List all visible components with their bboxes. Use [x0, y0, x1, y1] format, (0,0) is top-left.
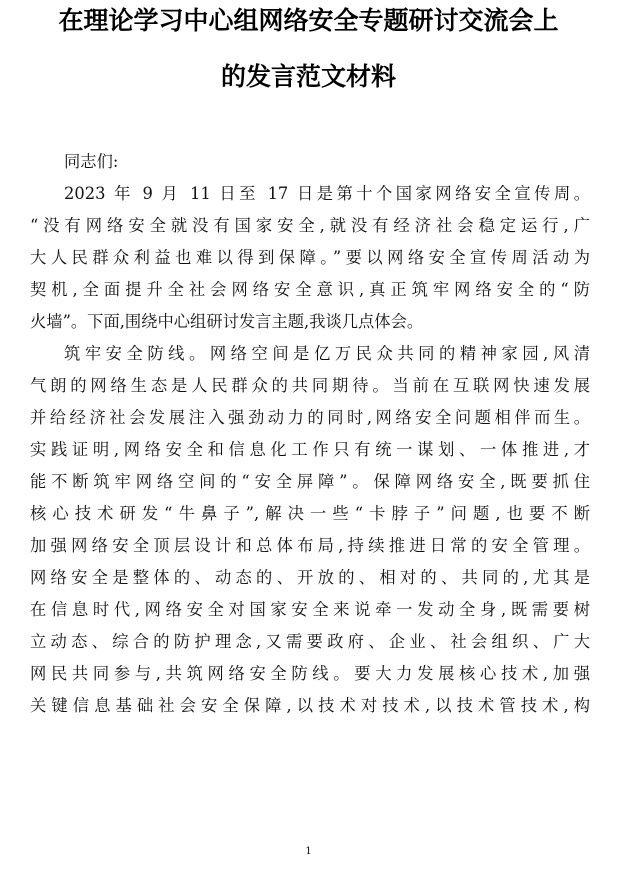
body-text-line: 大人民群众利益也难以得到保障。”要以网络安全宣传周活动为: [30, 248, 590, 267]
body-text-line: 实践证明,网络安全和信息化工作只有统一谋划、一体推进,才: [30, 440, 590, 459]
body-text-line: 关键信息基础社会安全保障,以技术对技术,以技术管技术,构: [30, 696, 590, 715]
body-text-line: “没有网络安全就没有国家安全,就没有经济社会稳定运行,广: [30, 216, 590, 235]
body-text-line: 能不断筑牢网络空间的“安全屏障”。保障网络安全,既要抓住: [30, 472, 590, 491]
body-text-line: 筑牢安全防线。网络空间是亿万民众共同的精神家园,风清: [64, 344, 590, 363]
body-text-line: 并给经济社会发展注入强劲动力的同时,网络安全问题相伴而生。: [30, 408, 590, 427]
document-title-line-2: 的发言范文材料: [220, 62, 396, 91]
body-text-line: 契机,全面提升全社会网络安全意识,真正筑牢网络安全的“防: [30, 280, 590, 299]
body-text-line: 网络安全是整体的、动态的、开放的、相对的、共同的,尤其是: [30, 568, 590, 587]
page-number: 1: [305, 846, 312, 857]
body-text-line: 在信息时代,网络安全对国家安全来说牵一发动全身,既需要树: [30, 600, 590, 619]
body-text-line: 立动态、综合的防护理念,又需要政府、企业、社会组织、广大: [30, 632, 590, 651]
body-text-line: 网民共同参与,共筑网络安全防线。要大力发展核心技术,加强: [30, 664, 590, 683]
body-text-line: 同志们:: [64, 152, 119, 171]
body-text-line: 核心技术研发“牛鼻子”,解决一些“卡脖子”问题,也要不断: [30, 504, 590, 523]
body-text-line: 气朗的网络生态是人民群众的共同期待。当前在互联网快速发展: [30, 376, 590, 395]
body-text-line: 2023 年 9 月 11 日至 17 日是第十个国家网络安全宣传周。: [64, 184, 590, 203]
document-body: [30, 146, 590, 722]
body-text-line: 火墙”。下面,围绕中心组研讨发言主题,我谈几点体会。: [30, 312, 424, 331]
body-text-line: 加强网络安全顶层设计和总体布局,持续推进日常的安全管理。: [30, 536, 590, 555]
document-title-line-1: 在理论学习中心组网络安全专题研讨交流会上: [58, 6, 559, 35]
